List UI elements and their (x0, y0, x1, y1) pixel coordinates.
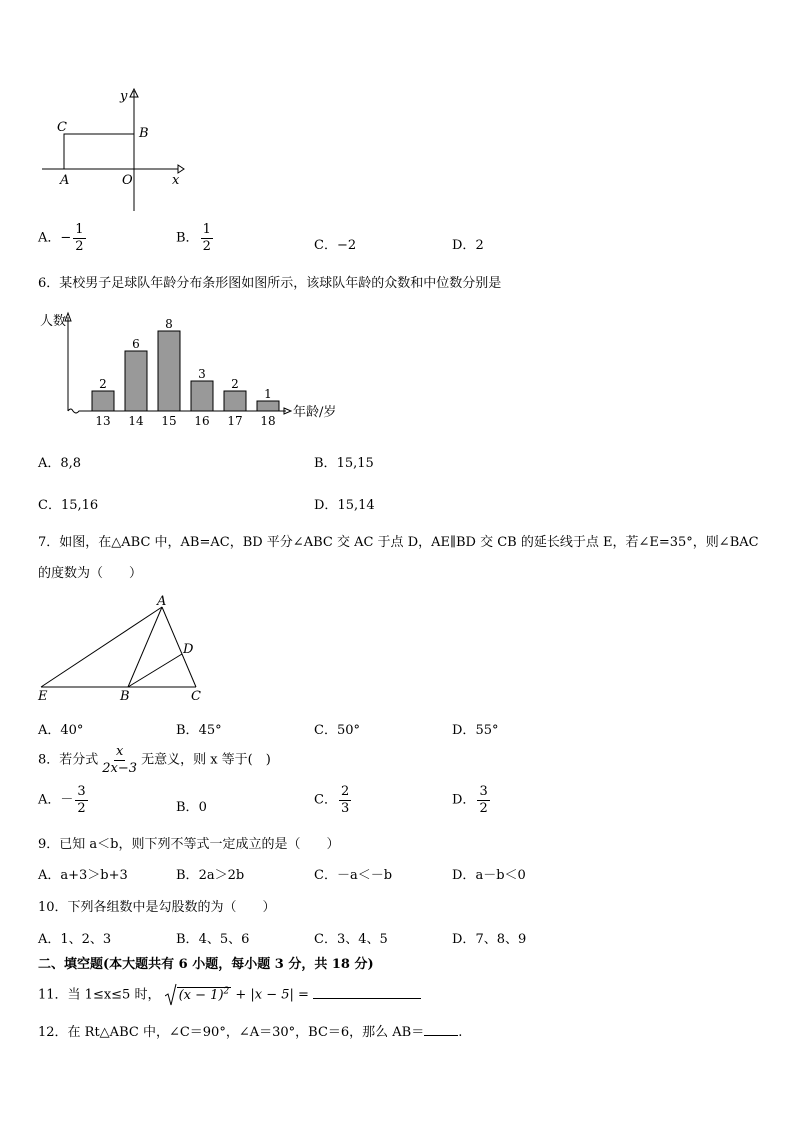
option-letter: C． (314, 868, 337, 883)
x-tick-label: 13 (95, 414, 111, 428)
option-letter: D． (452, 868, 476, 883)
q7-stem-line1: 7．如图，在△ABC 中，AB=AC，BD 平分∠ABC 交 AC 于点 D，AE∥BD 交 CB 的延长线于点 E，若∠E=35°，则∠BAC (38, 535, 759, 550)
q7-option-c[interactable] (314, 719, 360, 738)
bar-data-label: 1 (264, 387, 272, 401)
q5-option-d[interactable] (452, 234, 484, 253)
q9-stem: 9．已知 a＜b，则下列不等式一定成立的是（ ） (38, 837, 340, 852)
option-letter: C． (314, 238, 337, 253)
q7-option-a[interactable] (38, 719, 83, 738)
bar (224, 391, 246, 411)
numerator: 3 (479, 784, 488, 799)
label-A: A (157, 594, 167, 609)
label-O: O (122, 173, 133, 188)
sqrt-expression (165, 983, 232, 1007)
option-letter: B． (176, 932, 199, 947)
option-letter: D． (452, 723, 476, 738)
option-text: 15,15 (336, 456, 374, 471)
denominator: 2x−3 (102, 760, 138, 776)
line-AB (128, 607, 162, 687)
option-letter: A． (38, 932, 61, 947)
fraction (339, 785, 351, 815)
option-text: a+3＞b+3 (60, 868, 128, 883)
option-letter: A． (38, 230, 61, 246)
q10-option-b[interactable] (176, 928, 249, 947)
option-letter: A． (38, 723, 61, 738)
option-text: a－b＜0 (475, 868, 526, 883)
q7-triangle-figure (36, 590, 206, 705)
bar-data-label: 3 (198, 367, 206, 381)
q9-option-c[interactable] (314, 864, 392, 883)
label-B: B (139, 126, 149, 141)
denominator: 2 (75, 238, 84, 254)
bar (92, 391, 114, 411)
q7-option-b[interactable] (176, 719, 222, 738)
section-heading: 二、填空题(本大题共有 6 小题，每小题 3 分，共 18 分) (38, 957, 374, 972)
q5-option-c[interactable] (314, 234, 356, 253)
period: . (458, 1025, 463, 1040)
bar-data-label: 6 (132, 337, 140, 351)
minus-sign: − (60, 230, 72, 246)
radicand-base: (x − 1) (178, 987, 224, 1003)
q9-option-a[interactable] (38, 864, 128, 883)
fraction (201, 223, 213, 253)
fraction (75, 785, 87, 815)
answer-blank[interactable] (424, 1021, 458, 1036)
rectangle-ABOC (64, 134, 134, 169)
option-text: 45° (198, 723, 222, 738)
option-letter: D． (452, 792, 476, 808)
minus-sign: － (60, 792, 74, 808)
q11-stem (38, 983, 421, 1007)
stem-text: 12．在 Rt△ABC 中，∠C＝90°，∠A＝30°，BC＝6，那么 AB＝ (38, 1025, 425, 1040)
option-text: −2 (336, 238, 357, 253)
x-axis-arrow (178, 165, 184, 173)
option-text: 8,8 (60, 456, 82, 471)
fraction (477, 785, 489, 815)
label-y: y (120, 89, 128, 104)
option-text: 55° (475, 723, 499, 738)
q6-option-a[interactable] (38, 452, 81, 471)
option-text: 40° (60, 723, 84, 738)
option-text: 4、5、6 (198, 932, 250, 947)
option-text: 15,14 (337, 498, 375, 513)
option-letter: D． (314, 498, 338, 513)
option-text: 7、8、9 (475, 932, 527, 947)
x-axis-label: 年龄/岁 (293, 405, 337, 420)
denominator: 2 (479, 800, 488, 816)
q6-stem: 6．某校男子足球队年龄分布条形图如图所示，该球队年龄的众数和中位数分别是 (38, 276, 502, 291)
label-C: C (57, 120, 67, 135)
option-text: 50° (336, 723, 360, 738)
q6-option-b[interactable] (314, 452, 374, 471)
x-tick-label: 16 (194, 414, 210, 428)
option-text: 15,16 (60, 498, 99, 513)
x-tick-label: 15 (161, 414, 177, 428)
option-letter: A． (38, 792, 61, 808)
x-tick-label: 14 (128, 414, 144, 428)
bar (257, 401, 279, 411)
option-letter: A． (38, 456, 61, 471)
option-letter: C． (38, 498, 61, 513)
q6-option-d[interactable] (314, 494, 375, 513)
stem-text: 无意义，则 x 等于( ) (141, 752, 271, 768)
q8-option-a[interactable] (38, 785, 90, 815)
q8-option-c[interactable] (314, 785, 353, 815)
q8-option-d[interactable] (452, 785, 492, 815)
fraction (100, 745, 139, 775)
option-text: 3、4、5 (336, 932, 388, 947)
denominator: 3 (340, 800, 350, 816)
option-letter: B． (314, 456, 337, 471)
option-letter: C． (314, 723, 337, 738)
fraction (73, 223, 85, 253)
numerator: 1 (75, 222, 84, 237)
bar (158, 331, 180, 411)
q8-option-b[interactable] (176, 796, 207, 815)
option-text: 1、2、3 (60, 932, 112, 947)
q9-option-b[interactable] (176, 864, 244, 883)
label-D: D (183, 642, 194, 657)
bar-data-label: 2 (99, 377, 107, 391)
q5-option-a[interactable] (38, 223, 88, 253)
radicand (177, 987, 232, 1003)
numerator: 2 (340, 784, 350, 799)
q10-option-a[interactable] (38, 928, 111, 947)
q5-figure (36, 85, 196, 215)
bar (191, 381, 213, 411)
q5-option-b[interactable] (176, 223, 215, 253)
abs-expression: + |x − 5| = (231, 987, 309, 1003)
option-letter: A． (38, 868, 61, 883)
denominator: 2 (77, 800, 86, 816)
q10-option-d[interactable] (452, 928, 526, 947)
bar-data-label: 2 (231, 377, 239, 391)
option-letter: C． (314, 932, 337, 947)
option-text: 2 (475, 238, 484, 253)
exponent: 2 (223, 986, 230, 997)
answer-blank[interactable] (313, 984, 421, 999)
line-BD (128, 654, 182, 687)
q9-option-d[interactable] (452, 864, 526, 883)
label-A: A (60, 173, 70, 188)
option-text: －a＜－b (336, 868, 393, 883)
option-letter: C． (314, 792, 337, 808)
q10-stem: 10．下列各组数中是勾股数的为（ ） (38, 900, 276, 915)
numerator: 1 (202, 222, 211, 237)
option-letter: B． (176, 800, 199, 815)
option-letter: D． (452, 932, 476, 947)
stem-text: 11．当 1≤x≤5 时， (38, 987, 161, 1003)
q8-stem (38, 745, 271, 775)
x-tick-label: 18 (260, 414, 276, 428)
line-EA (41, 607, 162, 687)
label-E: E (38, 689, 48, 704)
option-letter: B． (176, 230, 199, 246)
q12-stem (38, 1021, 462, 1040)
numerator: x (116, 744, 124, 759)
label-x: x (172, 173, 180, 188)
stem-text: 8．若分式 (38, 752, 99, 768)
bar (125, 351, 147, 411)
numerator: 3 (77, 784, 86, 799)
option-text: 0 (198, 800, 207, 815)
bar-data-label: 8 (165, 317, 173, 331)
x-tick-label: 17 (227, 414, 243, 428)
q10-option-c[interactable] (314, 928, 388, 947)
y-axis-label: 人数 (40, 314, 67, 329)
q6-option-c[interactable] (38, 494, 98, 513)
denominator: 2 (202, 238, 211, 254)
q7-option-d[interactable] (452, 719, 498, 738)
label-B: B (120, 689, 130, 704)
q7-stem-line2: 的度数为（ ） (38, 566, 143, 581)
sqrt-radical-icon (165, 983, 177, 1007)
option-letter: D． (452, 238, 476, 253)
q6-age-bar-chart (38, 305, 338, 430)
option-letter: B． (176, 723, 199, 738)
option-text: 2a＞2b (198, 868, 245, 883)
label-C: C (191, 689, 201, 704)
option-letter: B． (176, 868, 199, 883)
